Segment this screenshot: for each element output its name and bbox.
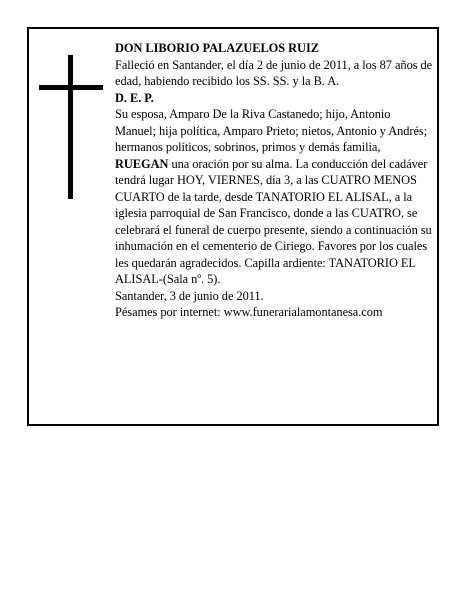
family-list: Su esposa, Amparo De la Riva Castanedo; hijo, Antonio Manuel; hija política, Amparo Prieto; nietos, Antonio y Andrés; hermanos políticos, sobrinos, primos y demás familia, [115, 107, 428, 154]
condolences-line: Pésames por internet: www.funerarialamontanesa.com [115, 305, 383, 319]
date-line: Santander, 3 de junio de 2011. [115, 288, 264, 303]
cross-horizontal-bar [39, 85, 103, 90]
notice-body [115, 40, 433, 321]
death-notice: Falleció en Santander, el día 2 de junio de 2011, a los 87 años de edad, habiendo recibido los SS. SS. y la B. A. [115, 57, 433, 88]
deceased-name: DON LIBORIO PALAZUELOS RUIZ [115, 41, 319, 55]
dep-line: D. E. P. [115, 90, 154, 105]
funeral-details [115, 156, 433, 288]
cross-icon [39, 55, 103, 199]
obituary-notice [27, 27, 439, 426]
ruegan-word: RUEGAN [115, 156, 169, 171]
funeral-details-text: una oración por su alma. La conducción del cadáver tendrá lugar HOY, VIERNES, día 3, a las CUATRO MENOS CUARTO de la tarde, desde TANATORIO EL ALISAL, a la iglesia parroquial de San Francisco, donde a las CUATRO, se celebrará el funeral de cuerpo presente, siendo a continuación su inhumación en el cementerio de Ciriego. Favores por los cuales les quedarán agradecidos. Capilla ardiente: TANATORIO EL ALISAL-(Sala nº. 5). [115, 156, 432, 286]
cross-vertical-bar [68, 55, 73, 199]
